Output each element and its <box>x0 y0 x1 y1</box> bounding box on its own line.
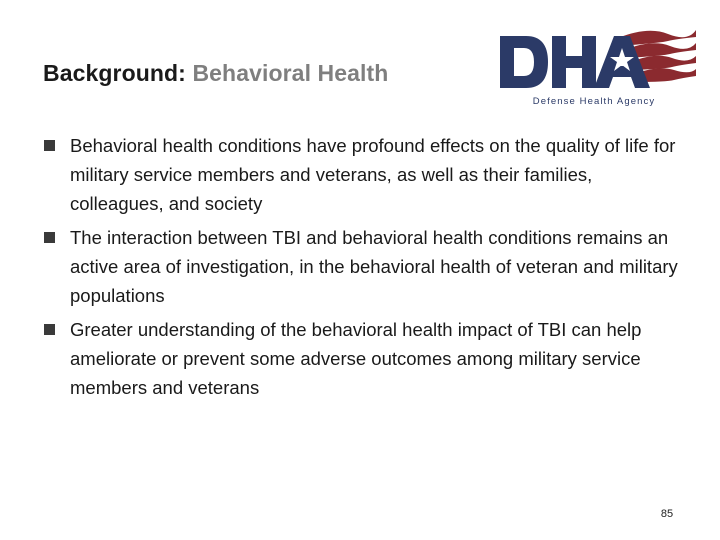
bullet-item <box>44 223 684 310</box>
square-bullet-icon <box>44 232 55 243</box>
dha-logo-graphic <box>498 24 698 108</box>
page-number: 85 <box>660 508 674 520</box>
bullet-text: Greater understanding of the behavioral health impact of TBI can help ameliorate or prevent some adverse outcomes among military service members and veterans <box>70 319 642 398</box>
slide-title <box>43 60 388 87</box>
bullet-item <box>44 315 684 402</box>
letter-d <box>500 36 548 88</box>
letter-h <box>552 36 596 88</box>
bullet-text: Behavioral health conditions have profound effects on the quality of life for military service members and veterans, as well as their families, colleagues, and society <box>70 135 676 214</box>
square-bullet-icon <box>44 324 55 335</box>
logo-tagline: Defense Health Agency <box>532 96 656 107</box>
bullet-text: The interaction between TBI and behavioral health conditions remains an active area of investigation, in the behavioral health of veteran and military populations <box>70 227 678 306</box>
square-bullet-icon <box>44 140 55 151</box>
bullet-item <box>44 131 684 218</box>
bullet-list <box>44 131 684 407</box>
title-topic: Behavioral Health <box>192 60 389 86</box>
title-prefix: Background: <box>43 60 186 86</box>
dha-logo <box>498 24 698 108</box>
